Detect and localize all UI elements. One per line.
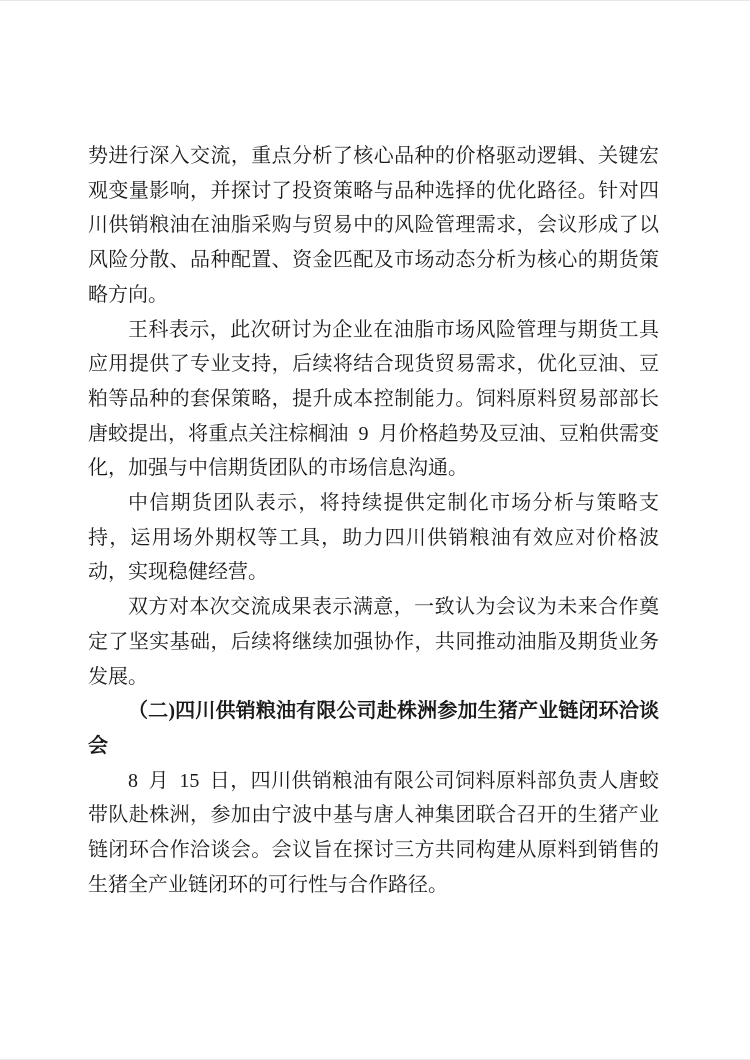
document-body [88, 139, 659, 902]
paragraph-futures-strategy-continuation: 势进行深入交流，重点分析了核心品种的价格驱动逻辑、关键宏观变量影响，并探讨了投资策略与品种选择的优化路径。针对四川供销粮油在油脂采购与贸易中的风险管理需求，会议形成了以风险分散、品种配置、资金匹配及市场动态分析为核心的期货策略方向。 [88, 145, 659, 306]
paragraph-wangke-statement: 王科表示，此次研讨为企业在油脂市场风险管理与期货工具应用提供了专业支持，后续将结合现货贸易需求，优化豆油、豆粕等品种的套保策略，提升成本控制能力。饲料原料贸易部部长唐蛟提出，将重点关注棕榈油 9 月价格趋势及豆油、豆粕供需变化，加强与中信期货团队的市场信息沟通。 [88, 318, 659, 480]
paragraph-zhuzhou-meeting: 8 月 15 日，四川供销粮油有限公司饲料原料部负责人唐蛟带队赴株洲，参加由宁波中基与唐人神集团联合召开的生猪产业链闭环合作洽谈会。会议旨在探讨三方共同构建从原料到销售的生猪全产业链闭环的可行性与合作路径。 [88, 769, 659, 896]
section-heading-zhuzhou-pig-industry: （二)四川供销粮油有限公司赴株洲参加生猪产业链闭环洽谈会 [88, 700, 659, 757]
paragraph-citic-futures-team: 中信期货团队表示，将持续提供定制化市场分析与策略支持，运用场外期权等工具，助力四川供销粮油有效应对价格波动，实现稳健经营。 [88, 492, 659, 584]
paragraph-mutual-satisfaction: 双方对本次交流成果表示满意，一致认为会议为未来合作奠定了坚实基础，后续将继续加强协作，共同推动油脂及期货业务发展。 [88, 596, 659, 688]
page-top-edge-line [0, 0, 750, 1]
